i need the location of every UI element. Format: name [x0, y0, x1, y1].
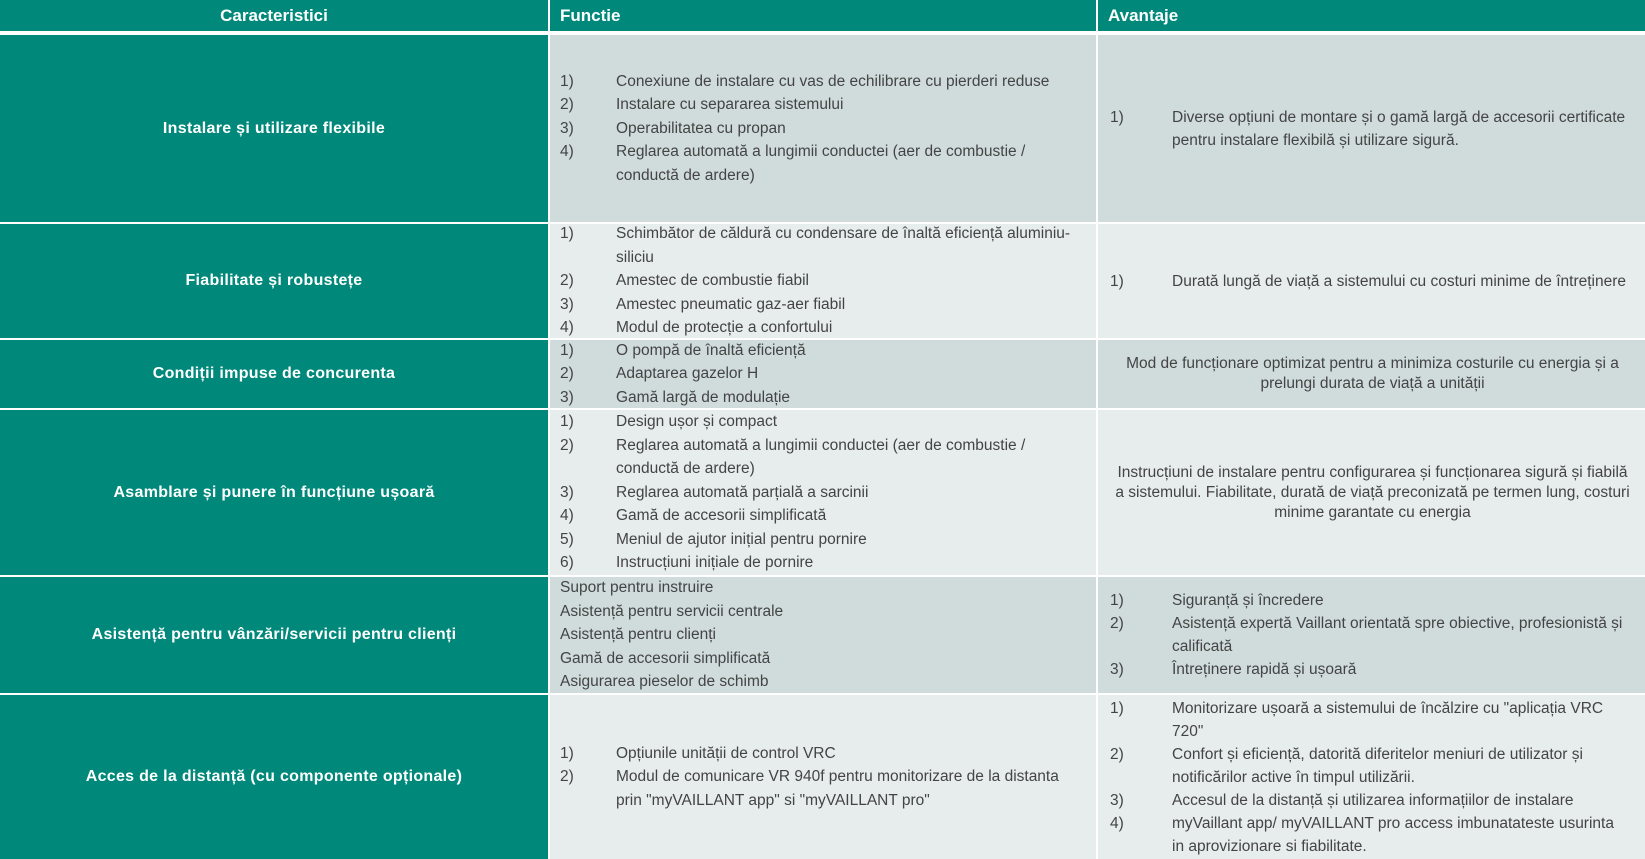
item-number: 3): [1110, 791, 1124, 809]
functions-cell: [550, 224, 1096, 338]
item-number: 1): [1110, 592, 1124, 609]
list-item: [550, 551, 1096, 575]
item-number: 3): [560, 483, 574, 501]
list-item: Asigurarea pieselor de schimb: [560, 673, 769, 691]
item-text: Instalare cu separarea sistemului: [616, 96, 844, 114]
item-number: 4): [1110, 814, 1124, 832]
list-item: [550, 765, 1096, 812]
functions-list: [550, 340, 1096, 408]
feature-cell: Condiții impuse de concurenta: [0, 340, 548, 408]
functions-list: [550, 410, 1096, 575]
functions-cell: [550, 410, 1096, 575]
item-number: 2): [560, 436, 574, 454]
list-item: [1098, 106, 1645, 152]
list-item: [550, 742, 1096, 766]
functions-list: [550, 742, 1096, 813]
list-item: [550, 504, 1096, 528]
feature-cell: Fiabilitate și robustețe: [0, 224, 548, 338]
item-number: 1): [560, 744, 574, 762]
item-number: 2): [1110, 745, 1124, 763]
item-text: Amestec de combustie fiabil: [616, 272, 809, 290]
item-number: 2): [560, 365, 574, 383]
list-item: [550, 362, 1096, 386]
item-text: Instrucțiuni inițiale de pornire: [616, 554, 814, 572]
item-text: Siguranță și încredere: [1172, 592, 1324, 609]
item-text: Durată lungă de viață a sistemului cu costuri minime de întreținere: [1172, 272, 1627, 290]
list-item: [1098, 789, 1645, 812]
item-text: Opțiunile unității de control VRC: [616, 744, 836, 762]
advantages-cell: [1098, 35, 1645, 222]
list-item: [550, 481, 1096, 505]
item-number: 1): [1110, 108, 1124, 126]
list-item: [550, 269, 1096, 293]
functions-list: [550, 577, 1096, 693]
feature-cell: Acces de la distanță (cu componente opționale): [0, 695, 548, 859]
item-number: 2): [560, 272, 574, 290]
advantages-cell: [1098, 224, 1645, 338]
table-row: [0, 695, 1645, 859]
item-text: Reglarea automată a lungimii conductei (aer de combustie / conductă de ardere): [616, 143, 1026, 184]
item-text: Operabilitatea cu propan: [616, 119, 786, 137]
list-item: Suport pentru instruire: [560, 579, 714, 597]
header-functie: Functie: [550, 0, 1096, 31]
list-item: [550, 410, 1096, 434]
item-number: 4): [560, 319, 574, 337]
item-text: myVaillant app/ myVAILLANT pro access imbunatateste usurinta in aprovizionare si fiabilitate.: [1172, 814, 1614, 855]
list-item: [1098, 812, 1645, 858]
list-item: [550, 117, 1096, 141]
item-text: Gamă de accesorii simplificată: [616, 507, 827, 525]
item-text: Meniul de ajutor inițial pentru pornire: [616, 530, 867, 548]
item-text: Amestec pneumatic gaz-aer fiabil: [616, 295, 846, 313]
item-number: 2): [1110, 615, 1124, 632]
item-number: 1): [1110, 272, 1124, 290]
item-text: Adaptarea gazelor H: [616, 365, 759, 383]
functions-cell: [550, 695, 1096, 859]
list-item: [550, 316, 1096, 338]
item-text: Monitorizare ușoară a sistemului de încălzire cu "aplicația VRC 720": [1172, 699, 1604, 740]
advantages-cell: [1098, 410, 1645, 575]
item-text: Accesul de la distanță și utilizarea informațiilor de instalare: [1172, 791, 1574, 809]
item-text: Diverse opțiuni de montare și o gamă largă de accesorii certificate pentru instalare flexibilă și utilizare sigură.: [1172, 108, 1626, 149]
functions-cell: [550, 35, 1096, 222]
item-number: 1): [560, 225, 574, 243]
list-item: [550, 293, 1096, 317]
feature-cell: Asistență pentru vânzări/servicii pentru clienți: [0, 577, 548, 693]
item-number: 1): [560, 72, 574, 90]
item-number: 3): [560, 388, 574, 406]
item-number: 2): [560, 96, 574, 114]
item-text: Întreținere rapidă și ușoară: [1172, 661, 1357, 678]
table-header: [0, 0, 1645, 31]
list-item: [1098, 697, 1645, 743]
header-avantaje: Avantaje: [1098, 0, 1645, 31]
item-text: Reglarea automată a lungimii conductei (aer de combustie / conductă de ardere): [616, 436, 1026, 478]
list-item: [550, 93, 1096, 117]
item-number: 2): [560, 768, 574, 786]
feature-cell: Instalare și utilizare flexibile: [0, 35, 548, 222]
list-item: [1098, 270, 1645, 293]
list-item: [550, 70, 1096, 94]
list-item: [1098, 612, 1645, 658]
advantages-cell: [1098, 577, 1645, 693]
list-item: Asistență pentru clienți: [560, 626, 716, 644]
item-number: 3): [1110, 661, 1124, 678]
item-text: Confort și eficiență, datorită diferitelor meniuri de utilizator și notificărilor active în timpul utilizării.: [1172, 745, 1583, 786]
item-text: Reglarea automată parțială a sarcinii: [616, 483, 869, 501]
feature-cell: Asamblare și punere în funcțiune ușoară: [0, 410, 548, 575]
list-item: [1098, 589, 1645, 612]
advantages-list: [1098, 270, 1645, 293]
advantage-text: Instrucțiuni de instalare pentru configurarea și funcționarea sigură și fiabilă a sistemului. Fiabilitate, durată de viață preconizată pe termen lung, costuri minime garantate cu energia: [1115, 463, 1630, 521]
item-number: 6): [560, 554, 574, 572]
item-number: 3): [560, 295, 574, 313]
item-number: 4): [560, 143, 574, 161]
item-number: 3): [560, 119, 574, 137]
functions-cell: [550, 340, 1096, 408]
list-item: [550, 224, 1096, 269]
advantages-list: [1098, 589, 1645, 681]
functions-list: [550, 70, 1096, 188]
table-row: [0, 35, 1645, 222]
item-number: 1): [1110, 699, 1124, 717]
item-text: Design ușor și compact: [616, 413, 778, 431]
advantages-list: [1098, 697, 1645, 858]
item-text: Modul de comunicare VR 940f pentru monitorizare de la distanta prin "myVAILLANT app" si "myVAILLANT pro": [616, 768, 1059, 809]
table-row: [0, 224, 1645, 338]
functions-cell: [550, 577, 1096, 693]
item-text: O pompă de înaltă eficiență: [616, 341, 806, 359]
list-item: [1098, 743, 1645, 789]
functions-list: [550, 224, 1096, 338]
item-number: 4): [560, 507, 574, 525]
advantages-cell: [1098, 340, 1645, 408]
list-item: Asistență pentru servicii centrale: [560, 602, 784, 620]
item-text: Gamă largă de modulație: [616, 388, 791, 406]
list-item: [1098, 658, 1645, 681]
advantage-text: Mod de funcționare optimizat pentru a minimiza costurile cu energia și a prelungi durata de viață a unității: [1126, 355, 1619, 392]
advantages-list: [1098, 106, 1645, 152]
item-number: 1): [560, 341, 574, 359]
table-row: [0, 410, 1645, 575]
list-item: [550, 528, 1096, 552]
list-item: Gamă de accesorii simplificată: [560, 649, 771, 667]
header-caracteristici: Caracteristici: [0, 0, 548, 31]
list-item: [550, 434, 1096, 481]
table-row: [0, 340, 1645, 408]
item-text: Asistență expertă Vaillant orientată spre obiective, profesionistă și calificată: [1172, 615, 1623, 655]
item-text: Modul de protecție a confortului: [616, 319, 833, 337]
list-item: [550, 386, 1096, 408]
list-item: [550, 340, 1096, 362]
item-number: 5): [560, 530, 574, 548]
item-text: Schimbător de căldură cu condensare de înaltă eficiență aluminiu-siliciu: [616, 225, 1071, 266]
advantages-cell: [1098, 695, 1645, 859]
item-number: 1): [560, 413, 574, 431]
item-text: Conexiune de instalare cu vas de echilibrare cu pierderi reduse: [616, 72, 1050, 90]
list-item: [550, 140, 1096, 187]
table-row: [0, 577, 1645, 693]
